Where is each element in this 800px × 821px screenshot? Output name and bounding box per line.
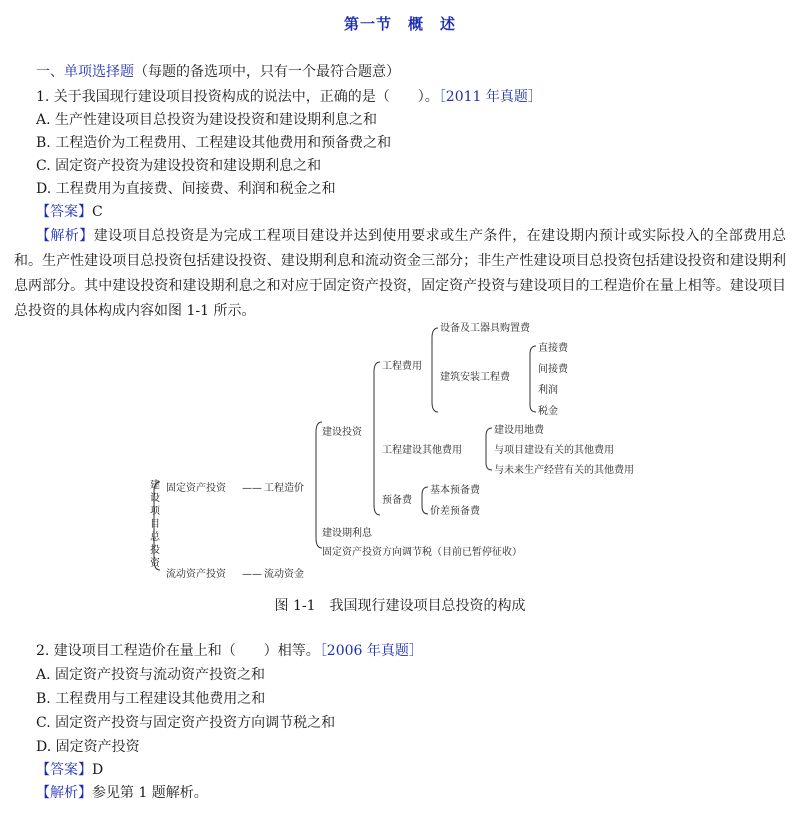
fixed-dash: —— — [242, 483, 262, 494]
question-1-option-d: D. 工程费用为直接费、间接费、利润和税金之和 — [36, 181, 336, 197]
construction-investment-label: 建设投资 — [322, 427, 362, 438]
question-1-stem — [36, 87, 542, 107]
question-1-analysis — [14, 224, 786, 324]
construction-brace — [374, 362, 380, 515]
question-1-option-a: A. 生产性建设项目总投资为建设投资和建设期利息之和 — [36, 112, 378, 128]
question-2-analysis — [36, 783, 208, 803]
answer-value: C — [92, 204, 103, 220]
project-other-cost-label: 与项目建设有关的其他费用 — [494, 445, 614, 456]
project-cost-label: 工程造价 — [264, 483, 304, 494]
current-asset-label: 流动资产投资 — [166, 569, 226, 580]
question-1-text: 1. 关于我国现行建设项目投资构成的说法中，正确的是（ ）。 — [36, 89, 439, 105]
question-1-option-c: C. 固定资产投资为建设投资和建设期利息之和 — [36, 158, 322, 174]
section-prefix: 一、 — [36, 64, 64, 80]
root-char-4: 目 — [150, 519, 160, 530]
reserve-label: 预备费 — [382, 495, 412, 506]
root-char-3: 项 — [150, 506, 160, 517]
section-label: 单项选择题 — [64, 64, 134, 80]
indirect-cost-label: 间接费 — [538, 364, 568, 375]
profit-label: 利润 — [538, 385, 558, 396]
price-reserve-label: 价差预备费 — [430, 506, 480, 517]
question-2-option-b: B. 工程费用与工程建设其他费用之和 — [36, 691, 266, 707]
reserve-brace — [422, 487, 428, 514]
question-2-source: ［2006 年真题］ — [319, 643, 423, 659]
answer-label: 【答案】 — [36, 204, 92, 220]
answer-value: D — [92, 762, 104, 778]
analysis-label: 【解析】 — [36, 785, 92, 801]
root-char-2: 设 — [150, 493, 160, 504]
installation-brace — [530, 346, 536, 412]
question-2-answer — [36, 760, 103, 780]
root-char-1: 建 — [150, 480, 160, 491]
figure-caption: 图 1-1 我国现行建设项目总投资的构成 — [274, 598, 526, 614]
land-cost-label: 建设用地费 — [494, 425, 544, 436]
page-title: 第一节 概 述 — [343, 15, 456, 33]
question-1-answer — [36, 202, 103, 222]
tax-adjust-label: 固定资产投资方向调节税（目前已暂停征收） — [322, 547, 522, 558]
direct-cost-label: 直接费 — [538, 343, 568, 354]
question-1-option-b: B. 工程造价为工程费用、工程建设其他费用和预备费之和 — [36, 135, 392, 151]
investment-structure-diagram — [0, 320, 800, 590]
tax-label: 税金 — [538, 406, 558, 417]
equipment-label: 设备及工器具购置费 — [440, 323, 530, 334]
answer-label: 【答案】 — [36, 762, 92, 778]
working-capital-label: 流动资金 — [264, 569, 304, 580]
fixed-asset-label: 固定资产投资 — [166, 483, 226, 494]
engineering-cost-label: 工程费用 — [382, 361, 422, 372]
engineering-brace — [432, 328, 438, 412]
section-heading — [36, 62, 400, 82]
basic-reserve-label: 基本预备费 — [430, 485, 480, 496]
other-cost-label: 工程建设其他费用 — [382, 445, 462, 456]
interest-label: 建设期利息 — [322, 528, 372, 539]
analysis-text: 参见第 1 题解析。 — [92, 785, 208, 801]
question-2-text: 2. 建设项目工程造价在量上和（ ）相等。 — [36, 643, 320, 659]
root-char-5: 总 — [150, 532, 160, 543]
analysis-text: 建设项目总投资是为完成工程项目建设并达到使用要求或生产条件，在建设期内预计或实际投入的全部费用总和。生产性建设项目总投资包括建设投资、建设期利息和流动资金三部分；非生产性建设项目总投资包括建设投资和建设期利息两部分。其中建设投资和建设期利息之和对应于固定资产投资，固定资产投资与建设项目的工程造价在量上相等。建设项目总投资的具体构成内容如图 1-1 所示。 — [14, 228, 787, 319]
question-2-stem — [36, 641, 423, 661]
analysis-label: 【解析】 — [36, 228, 94, 244]
installation-label: 建筑安装工程费 — [440, 372, 510, 383]
current-dash: —— — [242, 569, 262, 580]
question-2-option-a: A. 固定资产投资与流动资产投资之和 — [36, 667, 266, 683]
other-cost-brace — [486, 428, 492, 470]
question-1-source: ［2011 年真题］ — [438, 89, 542, 105]
question-2-option-d: D. 固定资产投资 — [36, 739, 140, 755]
root-char-7: 资 — [150, 558, 160, 569]
future-other-cost-label: 与未来生产经营有关的其他费用 — [494, 465, 634, 476]
root-char-6: 投 — [150, 545, 160, 556]
section-note: （每题的备选项中，只有一个最符合题意） — [134, 64, 400, 80]
question-2-option-c: C. 固定资产投资与固定资产投资方向调节税之和 — [36, 715, 336, 731]
